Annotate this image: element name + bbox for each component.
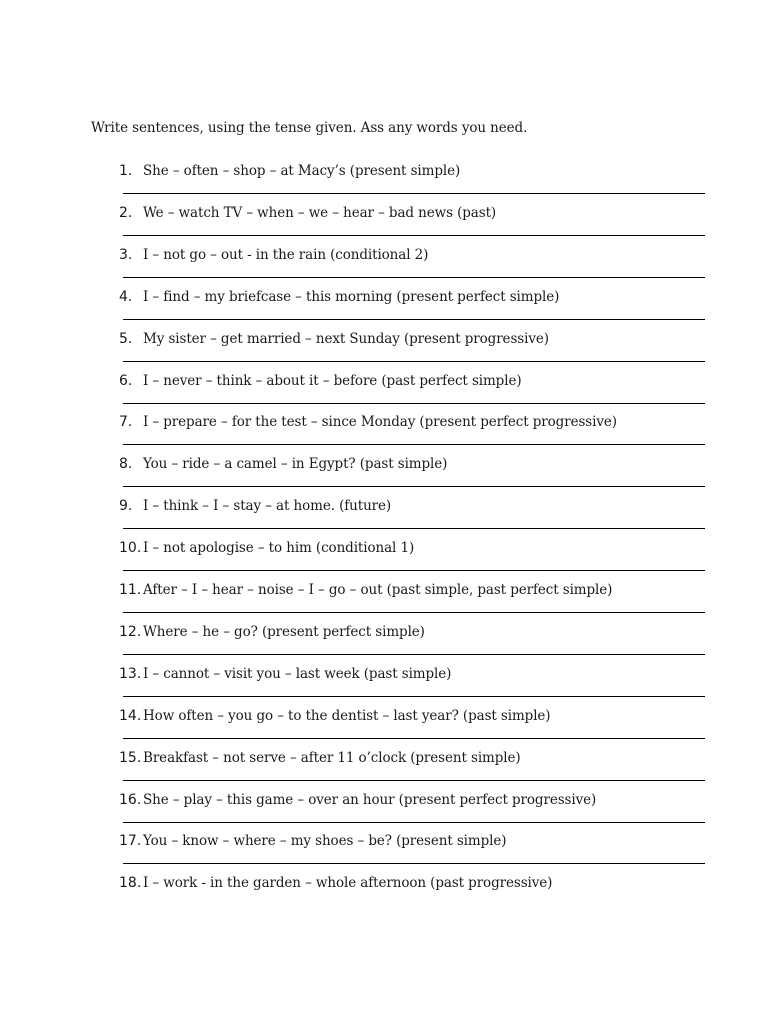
answer-line[interactable]: [123, 738, 705, 739]
exercise-number: 18.: [119, 875, 142, 892]
exercise-prompt: I – not apologise – to him (conditional 1): [143, 540, 415, 557]
exercise-number: 13.: [119, 665, 142, 682]
answer-line[interactable]: [123, 780, 705, 781]
exercise-prompt: I – not go – out - in the rain (conditional 2): [143, 246, 429, 263]
exercise-number: 3.: [119, 246, 133, 263]
answer-line[interactable]: [123, 193, 705, 194]
exercise-prompt: You – ride – a camel – in Egypt? (past simple): [143, 456, 448, 473]
exercise-number: 9.: [119, 498, 133, 515]
exercise-item: [119, 708, 705, 750]
exercise-item: [119, 875, 705, 917]
exercise-item: [119, 289, 705, 331]
exercise-number: 11.: [119, 582, 142, 598]
exercise-item: [119, 498, 705, 540]
exercise-number: 2.: [119, 204, 133, 221]
exercise-prompt: Where – he – go? (present perfect simple): [143, 623, 425, 640]
answer-line[interactable]: [123, 822, 705, 823]
answer-line[interactable]: [123, 403, 705, 404]
exercise-prompt: I – prepare – for the test – since Monday (present perfect progressive): [143, 414, 617, 431]
exercise-number: 14.: [119, 707, 142, 724]
answer-line[interactable]: [123, 486, 705, 487]
exercise-item: [119, 666, 705, 708]
exercise-prompt: I – never – think – about it – before (past perfect simple): [143, 372, 522, 389]
exercise-prompt: She – play – this game – over an hour (present perfect progressive): [143, 791, 597, 808]
exercise-item: [119, 624, 705, 666]
exercise-number: 1.: [119, 163, 133, 179]
exercise-item: [119, 833, 705, 875]
exercise-item: [119, 750, 705, 792]
exercise-number: 8.: [119, 456, 133, 473]
exercise-item: [119, 247, 705, 289]
exercise-number: 4.: [119, 288, 133, 305]
exercise-number: 12.: [119, 623, 142, 640]
answer-line[interactable]: [123, 528, 705, 529]
exercise-number: 10.: [119, 540, 142, 557]
exercise-prompt: We – watch TV – when – we – hear – bad news (past): [143, 204, 497, 221]
exercise-item: [119, 582, 705, 624]
exercise-item: [119, 414, 705, 456]
worksheet-instruction: Write sentences, using the tense given. Ass any words you need.: [91, 120, 528, 136]
exercise-number: 15.: [119, 749, 142, 766]
exercise-prompt: She – often – shop – at Macy’s (present simple): [143, 163, 461, 179]
exercise-prompt: You – know – where – my shoes – be? (present simple): [143, 833, 507, 850]
exercise-prompt: I – find – my briefcase – this morning (present perfect simple): [143, 288, 560, 305]
exercise-number: 17.: [119, 833, 142, 850]
exercise-number: 7.: [119, 414, 133, 431]
exercise-prompt: Breakfast – not serve – after 11 o’clock (present simple): [143, 749, 521, 766]
exercise-item: [119, 331, 705, 373]
answer-line[interactable]: [123, 361, 705, 362]
answer-line[interactable]: [123, 863, 705, 864]
exercise-item: [119, 373, 705, 415]
exercise-item: [119, 456, 705, 498]
exercise-prompt: After – I – hear – noise – I – go – out (past simple, past perfect simple): [143, 582, 613, 598]
answer-line[interactable]: [123, 444, 705, 445]
exercise-prompt: How often – you go – to the dentist – last year? (past simple): [143, 707, 551, 724]
exercise-item: [119, 540, 705, 582]
exercise-item: [119, 205, 705, 247]
answer-line[interactable]: [123, 235, 705, 236]
exercise-number: 5.: [119, 330, 133, 347]
exercise-number: 6.: [119, 372, 133, 389]
exercise-item: [119, 792, 705, 834]
exercise-prompt: My sister – get married – next Sunday (present progressive): [143, 330, 549, 347]
answer-line[interactable]: [123, 319, 705, 320]
exercise-number: 16.: [119, 791, 142, 808]
answer-line[interactable]: [123, 696, 705, 697]
exercise-prompt: I – cannot – visit you – last week (past simple): [143, 665, 452, 682]
answer-line[interactable]: [123, 570, 705, 571]
answer-line[interactable]: [123, 277, 705, 278]
answer-line[interactable]: [123, 612, 705, 613]
exercise-prompt: I – work - in the garden – whole afternoon (past progressive): [143, 875, 553, 892]
exercise-item: [119, 163, 705, 205]
answer-line[interactable]: [123, 654, 705, 655]
exercise-prompt: I – think – I – stay – at home. (future): [143, 498, 392, 515]
